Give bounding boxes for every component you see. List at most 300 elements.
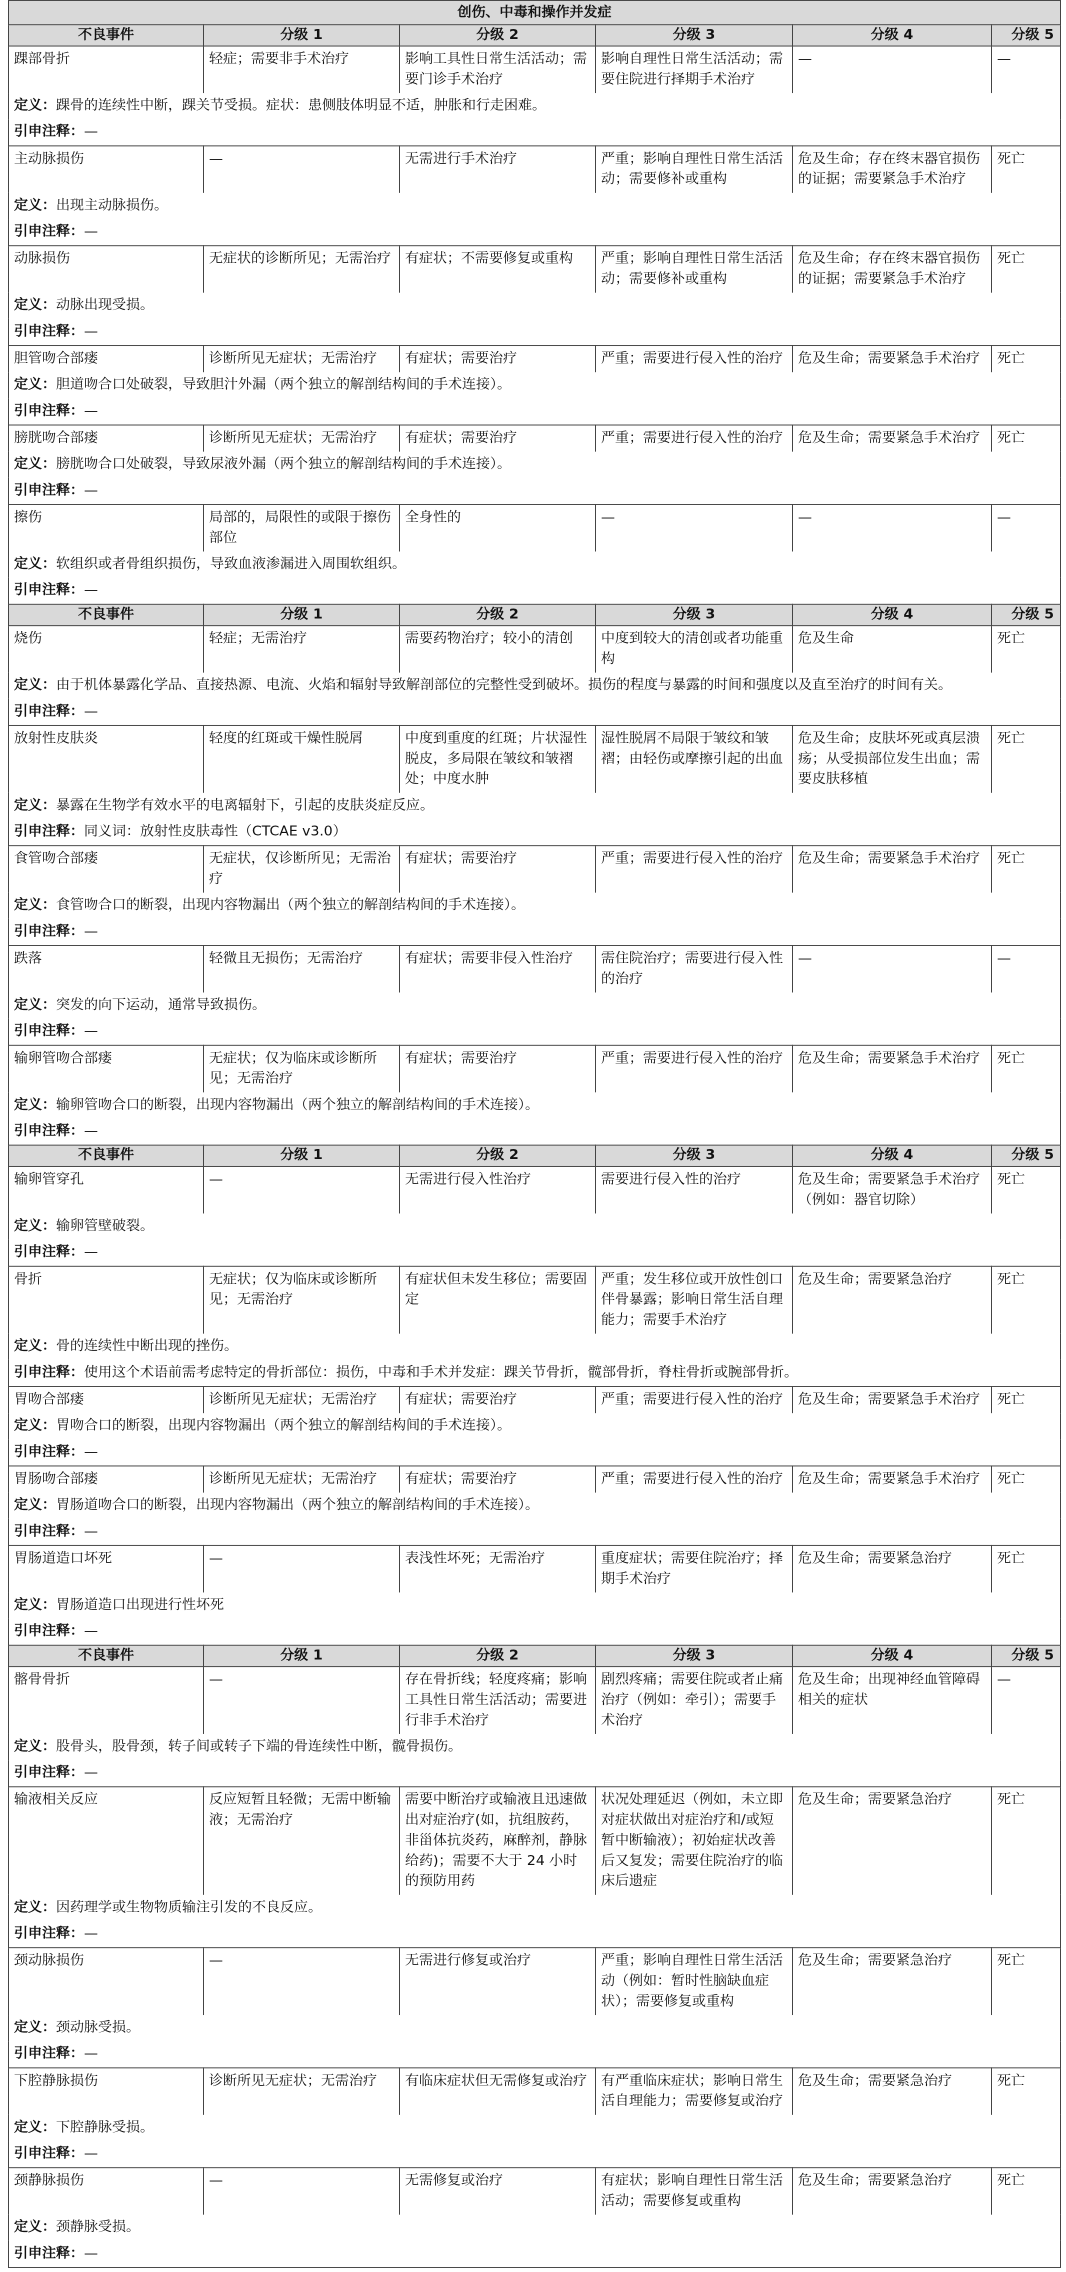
- grade-2-cell: 表浅性坏死；无需治疗: [400, 1545, 596, 1592]
- definition-colon: ：: [42, 1497, 56, 1513]
- grade-3-cell: 严重；影响自理性日常生活活动（例如：暂时性脑缺血症状）；需要修复或重构: [596, 1948, 793, 2015]
- navigational-note-label: 引申注释: [14, 124, 70, 140]
- grade-2-cell: 无需进行手术治疗: [400, 146, 596, 193]
- definition-row: [9, 93, 1061, 119]
- definition-label: 定义: [14, 97, 42, 114]
- grade-1-cell: 无症状的诊断所见；无需治疗: [204, 246, 400, 293]
- grade-1-cell: —: [204, 1545, 400, 1592]
- grade-2-cell: 有症状；需要治疗: [400, 425, 596, 452]
- header-adverse-event: 不良事件: [9, 25, 204, 46]
- definition-label: 定义: [14, 797, 42, 814]
- grade-2-cell: 中度到重度的红斑；片状湿性脱皮，多局限在皱纹和皱褶处；中度水肿: [400, 725, 596, 792]
- grade-2-cell: 有症状但未发生移位；需要固定: [400, 1266, 596, 1333]
- definition-text: 胆道吻合口处破裂，导致胆汁外漏（两个独立的解剖结构间的手术连接）。: [56, 377, 511, 393]
- grade-4-cell: —: [793, 945, 992, 992]
- navigational-note-row: [9, 1619, 1061, 1646]
- navigational-note-row: [9, 1519, 1061, 1546]
- grade-1-cell: —: [204, 2168, 400, 2215]
- navigational-note-text: 使用这个术语前需考虑特定的骨折部位：损伤，中毒和手术并发症：踝关节骨折，髋部骨折，脊柱骨折或腕部骨折。: [84, 1364, 798, 1381]
- navigational-note-cell: [9, 1118, 1061, 1145]
- header-grade-5: 分级 5: [992, 25, 1061, 46]
- navigational-note-cell: [9, 398, 1061, 425]
- header-grade-2: 分级 2: [400, 1645, 596, 1666]
- definition-row: [9, 1895, 1061, 1921]
- definition-row: [9, 992, 1061, 1018]
- definition-text: 暴露在生物学有效水平的电离辐射下，引起的皮肤炎症反应。: [56, 797, 434, 814]
- navigational-note-label: 引申注释: [14, 323, 70, 340]
- navigational-note-cell: [9, 2041, 1061, 2068]
- definition-row: [9, 1413, 1061, 1439]
- event-name-cell: 输液相关反应: [9, 1787, 204, 1895]
- navigational-note-label: 引申注释: [14, 1023, 70, 1040]
- definition-row: [9, 673, 1061, 699]
- definition-text: 软组织或者骨组织损伤，导致血液渗漏进入周围软组织。: [56, 556, 406, 572]
- column-header-row: [9, 604, 1061, 625]
- definition-cell: [9, 293, 1061, 319]
- table-row: [9, 2068, 1061, 2115]
- navigational-note-text: —: [84, 1925, 98, 1942]
- grade-3-cell: 严重；需要进行侵入性的治疗: [596, 1045, 793, 1092]
- navigational-note-label: 引申注释: [14, 1523, 70, 1540]
- grade-1-cell: 诊断所见无症状；无需治疗: [204, 2068, 400, 2115]
- definition-colon: ：: [42, 2219, 56, 2236]
- navigational-note-row: [9, 319, 1061, 346]
- navigational-note-row: [9, 919, 1061, 946]
- navigational-note-text: —: [84, 403, 98, 419]
- navigational-note-label: 引申注释: [14, 2046, 70, 2062]
- definition-colon: ：: [42, 1097, 56, 1113]
- table-row: [9, 346, 1061, 373]
- definition-text: 输卵管壁破裂。: [56, 1218, 154, 1234]
- grade-2-cell: 无需修复或治疗: [400, 2168, 596, 2215]
- grade-4-cell: 危及生命；需要紧急治疗: [793, 1948, 992, 2015]
- navigational-note-cell: [9, 819, 1061, 846]
- grade-2-cell: 有症状；需要治疗: [400, 1386, 596, 1413]
- navigational-note-colon: ：: [70, 1523, 84, 1540]
- navigational-note-cell: [9, 1619, 1061, 1646]
- event-name-cell: 胃吻合部瘘: [9, 1386, 204, 1413]
- navigational-note-text: —: [84, 323, 98, 340]
- definition-text: 骨的连续性中断出现的挫伤。: [56, 1338, 238, 1355]
- event-name-cell: 下腔静脉损伤: [9, 2068, 204, 2115]
- table-row: [9, 146, 1061, 193]
- definition-colon: ：: [42, 197, 56, 214]
- definition-colon: ：: [42, 1338, 56, 1355]
- grade-1-cell: —: [204, 1166, 400, 1213]
- navigational-note-text: 同义词：放射性皮肤毒性（CTCAE v3.0）: [84, 823, 347, 840]
- event-name-cell: 输卵管吻合部瘘: [9, 1045, 204, 1092]
- navigational-note-row: [9, 1360, 1061, 1387]
- definition-cell: [9, 93, 1061, 119]
- grade-3-cell: 严重；发生移位或开放性创口伴骨暴露；影响日常生活自理能力；需要手术治疗: [596, 1266, 793, 1333]
- event-name-cell: 主动脉损伤: [9, 146, 204, 193]
- navigational-note-row: [9, 1439, 1061, 1466]
- header-grade-3: 分级 3: [596, 604, 793, 625]
- navigational-note-cell: [9, 2241, 1061, 2268]
- definition-colon: ：: [42, 1899, 56, 1916]
- table-row: [9, 1266, 1061, 1333]
- definition-colon: ：: [42, 2019, 56, 2036]
- definition-text: 动脉出现受损。: [56, 297, 154, 314]
- navigational-note-label: 引申注释: [14, 1764, 70, 1781]
- definition-text: 膀胱吻合口处破裂，导致尿液外漏（两个独立的解剖结构间的手术连接）。: [56, 456, 511, 473]
- navigational-note-cell: [9, 578, 1061, 605]
- table-row: [9, 1787, 1061, 1895]
- navigational-note-label: 引申注释: [14, 2145, 70, 2162]
- grade-3-cell: 有严重临床症状；影响日常生活自理能力；需要修复或治疗: [596, 2068, 793, 2115]
- grade-1-cell: 轻症；无需治疗: [204, 626, 400, 673]
- grade-3-cell: 需住院治疗；需要进行侵入性的治疗: [596, 945, 793, 992]
- header-grade-5: 分级 5: [992, 604, 1061, 625]
- grade-1-cell: 反应短暂且轻微；无需中断输液；无需治疗: [204, 1787, 400, 1895]
- navigational-note-row: [9, 1118, 1061, 1145]
- navigational-note-row: [9, 119, 1061, 146]
- navigational-note-row: [9, 1760, 1061, 1787]
- definition-row: [9, 1334, 1061, 1360]
- table-title-row: [9, 0, 1061, 24]
- navigational-note-colon: ：: [70, 1364, 84, 1381]
- definition-colon: ：: [42, 1218, 56, 1234]
- definition-row: [9, 1734, 1061, 1760]
- definition-label: 定义: [14, 1338, 42, 1355]
- event-name-cell: 髂骨骨折: [9, 1667, 204, 1734]
- navigational-note-text: —: [84, 1764, 98, 1781]
- definition-row: [9, 372, 1061, 398]
- definition-cell: [9, 193, 1061, 219]
- definition-cell: [9, 793, 1061, 819]
- navigational-note-text: —: [84, 1244, 98, 1260]
- navigational-note-colon: ：: [70, 403, 84, 419]
- definition-colon: ：: [42, 456, 56, 473]
- grade-1-cell: —: [204, 1948, 400, 2015]
- definition-label: 定义: [14, 1218, 42, 1234]
- definition-cell: [9, 1413, 1061, 1439]
- grading-table-page: [8, 0, 1060, 2268]
- navigational-note-row: [9, 2241, 1061, 2268]
- grade-2-cell: 需要中断治疗或输液且迅速做出对症治疗(如，抗组胺药，非甾体抗炎药，麻醉剂，静脉给药)；需要不大于 24 小时的预防用药: [400, 1787, 596, 1895]
- definition-colon: ：: [42, 1738, 56, 1755]
- definition-row: [9, 2215, 1061, 2241]
- navigational-note-text: —: [84, 923, 98, 940]
- definition-label: 定义: [14, 1097, 42, 1113]
- grade-3-cell: 严重；需要进行侵入性的治疗: [596, 1466, 793, 1493]
- navigational-note-cell: [9, 478, 1061, 505]
- definition-label: 定义: [14, 2119, 42, 2136]
- definition-text: 输卵管吻合口的断裂，出现内容物漏出（两个独立的解剖结构间的手术连接）。: [56, 1097, 539, 1113]
- definition-row: [9, 193, 1061, 219]
- grade-3-cell: 中度到较大的清创或者功能重构: [596, 626, 793, 673]
- header-grade-1: 分级 1: [204, 1145, 400, 1166]
- table-row: [9, 246, 1061, 293]
- navigational-note-colon: ：: [70, 2145, 84, 2162]
- grade-5-cell: 死亡: [992, 1948, 1061, 2015]
- header-grade-1: 分级 1: [204, 1645, 400, 1666]
- event-name-cell: 胃肠道造口坏死: [9, 1545, 204, 1592]
- definition-text: 食管吻合口的断裂，出现内容物漏出（两个独立的解剖结构间的手术连接）。: [56, 897, 525, 914]
- table-row: [9, 1545, 1061, 1592]
- definition-label: 定义: [14, 556, 42, 572]
- event-name-cell: 动脉损伤: [9, 246, 204, 293]
- navigational-note-colon: ：: [70, 1444, 84, 1460]
- navigational-note-colon: ：: [70, 482, 84, 499]
- definition-colon: ：: [42, 797, 56, 814]
- navigational-note-cell: [9, 119, 1061, 146]
- header-grade-1: 分级 1: [204, 604, 400, 625]
- header-grade-5: 分级 5: [992, 1145, 1061, 1166]
- adverse-event-grading-table: [8, 0, 1061, 2268]
- grade-4-cell: 危及生命；需要紧急治疗: [793, 2168, 992, 2215]
- definition-cell: [9, 372, 1061, 398]
- grade-4-cell: 危及生命；需要紧急手术治疗: [793, 1466, 992, 1493]
- navigational-note-text: —: [84, 703, 98, 720]
- grade-5-cell: 死亡: [992, 346, 1061, 373]
- grade-2-cell: 有症状；不需要修复或重构: [400, 246, 596, 293]
- header-grade-4: 分级 4: [793, 604, 992, 625]
- grade-3-cell: 影响自理性日常生活活动；需要住院进行择期手术治疗: [596, 46, 793, 93]
- table-row: [9, 1667, 1061, 1734]
- navigational-note-colon: ：: [70, 1925, 84, 1942]
- event-name-cell: 放射性皮肤炎: [9, 725, 204, 792]
- navigational-note-row: [9, 2041, 1061, 2068]
- grade-5-cell: 死亡: [992, 146, 1061, 193]
- definition-row: [9, 1213, 1061, 1239]
- grade-4-cell: 危及生命；出现神经血管障碍相关的症状: [793, 1667, 992, 1734]
- navigational-note-label: 引申注释: [14, 2245, 70, 2262]
- navigational-note-row: [9, 219, 1061, 246]
- grade-4-cell: 危及生命；需要紧急手术治疗: [793, 846, 992, 893]
- navigational-note-cell: [9, 1921, 1061, 1948]
- grade-1-cell: 诊断所见无症状；无需治疗: [204, 1466, 400, 1493]
- grade-4-cell: 危及生命；需要紧急手术治疗: [793, 425, 992, 452]
- definition-row: [9, 793, 1061, 819]
- grade-2-cell: 有症状；需要治疗: [400, 1466, 596, 1493]
- navigational-note-label: 引申注释: [14, 823, 70, 840]
- definition-row: [9, 551, 1061, 577]
- navigational-note-text: —: [84, 1023, 98, 1040]
- definition-label: 定义: [14, 897, 42, 914]
- navigational-note-row: [9, 2141, 1061, 2168]
- definition-row: [9, 1493, 1061, 1519]
- grade-4-cell: 危及生命；需要紧急治疗: [793, 2068, 992, 2115]
- definition-label: 定义: [14, 1899, 42, 1916]
- navigational-note-label: 引申注释: [14, 1244, 70, 1260]
- navigational-note-cell: [9, 699, 1061, 726]
- definition-label: 定义: [14, 2019, 42, 2036]
- navigational-note-text: —: [84, 1623, 98, 1639]
- table-row: [9, 1386, 1061, 1413]
- definition-text: 由于机体暴露化学品、直接热源、电流、火焰和辐射导致解剖部位的完整性受到破坏。损伤的程度与暴露的时间和强度以及直至治疗的时间有关。: [56, 677, 952, 693]
- grade-2-cell: 有症状；需要治疗: [400, 346, 596, 373]
- grade-2-cell: 全身性的: [400, 504, 596, 551]
- grade-4-cell: 危及生命；存在终末器官损伤的证据；需要紧急手术治疗: [793, 246, 992, 293]
- grade-4-cell: 危及生命；需要紧急手术治疗: [793, 346, 992, 373]
- definition-text: 突发的向下运动，通常导致损伤。: [56, 997, 266, 1013]
- definition-cell: [9, 1592, 1061, 1618]
- grade-1-cell: 局部的，局限性的或限于擦伤部位: [204, 504, 400, 551]
- grade-1-cell: 诊断所见无症状；无需治疗: [204, 346, 400, 373]
- navigational-note-label: 引申注释: [14, 1364, 70, 1381]
- grade-5-cell: —: [992, 504, 1061, 551]
- table-row: [9, 2168, 1061, 2215]
- navigational-note-text: —: [84, 582, 98, 599]
- grade-2-cell: 无需进行修复或治疗: [400, 1948, 596, 2015]
- table-row: [9, 46, 1061, 93]
- grade-3-cell: 有症状；影响自理性日常生活活动；需要修复或重构: [596, 2168, 793, 2215]
- grade-1-cell: 诊断所见无症状；无需治疗: [204, 425, 400, 452]
- grade-5-cell: 死亡: [992, 725, 1061, 792]
- navigational-note-text: —: [84, 124, 98, 140]
- grade-5-cell: 死亡: [992, 2068, 1061, 2115]
- event-name-cell: 胆管吻合部瘘: [9, 346, 204, 373]
- event-name-cell: 擦伤: [9, 504, 204, 551]
- definition-colon: ：: [42, 1417, 56, 1434]
- definition-colon: ：: [42, 1597, 56, 1613]
- navigational-note-colon: ：: [70, 703, 84, 720]
- definition-cell: [9, 673, 1061, 699]
- header-grade-4: 分级 4: [793, 1145, 992, 1166]
- grade-4-cell: 危及生命；需要紧急治疗: [793, 1266, 992, 1333]
- definition-row: [9, 2015, 1061, 2041]
- header-grade-4: 分级 4: [793, 1645, 992, 1666]
- grade-3-cell: 严重；需要进行侵入性的治疗: [596, 846, 793, 893]
- event-name-cell: 膀胱吻合部瘘: [9, 425, 204, 452]
- navigational-note-text: —: [84, 1523, 98, 1540]
- header-adverse-event: 不良事件: [9, 604, 204, 625]
- navigational-note-cell: [9, 1360, 1061, 1387]
- grade-2-cell: 有症状；需要治疗: [400, 1045, 596, 1092]
- grade-3-cell: 重度症状；需要住院治疗；择期手术治疗: [596, 1545, 793, 1592]
- navigational-note-colon: ：: [70, 2245, 84, 2262]
- definition-text: 股骨头，股骨颈，转子间或转子下端的骨连续性中断，髋骨损伤。: [56, 1738, 462, 1755]
- table-row: [9, 945, 1061, 992]
- definition-colon: ：: [42, 97, 56, 114]
- event-name-cell: 食管吻合部瘘: [9, 846, 204, 893]
- event-name-cell: 骨折: [9, 1266, 204, 1333]
- navigational-note-label: 引申注释: [14, 1123, 70, 1139]
- column-header-row: [9, 1645, 1061, 1666]
- definition-label: 定义: [14, 997, 42, 1013]
- event-name-cell: 胃肠吻合部瘘: [9, 1466, 204, 1493]
- definition-cell: [9, 1334, 1061, 1360]
- navigational-note-cell: [9, 919, 1061, 946]
- grade-4-cell: 危及生命；存在终末器官损伤的证据；需要紧急手术治疗: [793, 146, 992, 193]
- header-adverse-event: 不良事件: [9, 1145, 204, 1166]
- navigational-note-text: —: [84, 2245, 98, 2262]
- navigational-note-row: [9, 1240, 1061, 1267]
- navigational-note-cell: [9, 1760, 1061, 1787]
- navigational-note-label: 引申注释: [14, 223, 70, 240]
- navigational-note-cell: [9, 1519, 1061, 1546]
- navigational-note-colon: ：: [70, 582, 84, 599]
- grade-5-cell: —: [992, 1667, 1061, 1734]
- definition-cell: [9, 452, 1061, 478]
- table-row: [9, 504, 1061, 551]
- definition-cell: [9, 2015, 1061, 2041]
- navigational-note-colon: ：: [70, 1244, 84, 1260]
- definition-colon: ：: [42, 897, 56, 914]
- definition-cell: [9, 2115, 1061, 2141]
- grade-3-cell: —: [596, 504, 793, 551]
- grade-4-cell: 危及生命: [793, 626, 992, 673]
- definition-row: [9, 293, 1061, 319]
- navigational-note-text: —: [84, 223, 98, 240]
- grade-2-cell: 有症状；需要非侵入性治疗: [400, 945, 596, 992]
- definition-cell: [9, 1092, 1061, 1118]
- grade-5-cell: 死亡: [992, 1045, 1061, 1092]
- definition-text: 胃肠道吻合口的断裂，出现内容物漏出（两个独立的解剖结构间的手术连接）。: [56, 1497, 539, 1513]
- definition-label: 定义: [14, 197, 42, 214]
- definition-text: 踝骨的连续性中断，踝关节受损。症状：患侧肢体明显不适，肿胀和行走困难。: [56, 97, 546, 114]
- definition-cell: [9, 1213, 1061, 1239]
- navigational-note-cell: [9, 1439, 1061, 1466]
- table-row: [9, 846, 1061, 893]
- definition-colon: ：: [42, 556, 56, 572]
- definition-label: 定义: [14, 456, 42, 473]
- event-name-cell: 烧伤: [9, 626, 204, 673]
- grade-5-cell: 死亡: [992, 1166, 1061, 1213]
- grade-1-cell: 诊断所见无症状；无需治疗: [204, 1386, 400, 1413]
- definition-cell: [9, 1493, 1061, 1519]
- grade-5-cell: 死亡: [992, 1787, 1061, 1895]
- navigational-note-row: [9, 398, 1061, 425]
- definition-label: 定义: [14, 1738, 42, 1755]
- grade-5-cell: 死亡: [992, 626, 1061, 673]
- navigational-note-label: 引申注释: [14, 482, 70, 499]
- definition-text: 下腔静脉受损。: [56, 2119, 154, 2136]
- grade-5-cell: 死亡: [992, 1266, 1061, 1333]
- table-row: [9, 1466, 1061, 1493]
- grade-2-cell: 影响工具性日常生活活动；需要门诊手术治疗: [400, 46, 596, 93]
- header-adverse-event: 不良事件: [9, 1645, 204, 1666]
- navigational-note-label: 引申注释: [14, 923, 70, 940]
- definition-cell: [9, 1734, 1061, 1760]
- navigational-note-row: [9, 819, 1061, 846]
- navigational-note-colon: ：: [70, 323, 84, 340]
- table-row: [9, 626, 1061, 673]
- header-grade-3: 分级 3: [596, 1645, 793, 1666]
- navigational-note-row: [9, 1921, 1061, 1948]
- event-name-cell: 颈静脉损伤: [9, 2168, 204, 2215]
- definition-colon: ：: [42, 677, 56, 693]
- grade-2-cell: 需要药物治疗；较小的清创: [400, 626, 596, 673]
- header-grade-4: 分级 4: [793, 25, 992, 46]
- grade-4-cell: —: [793, 46, 992, 93]
- navigational-note-text: —: [84, 2046, 98, 2062]
- table-title: 创伤、中毒和操作并发症: [9, 0, 1061, 24]
- header-grade-2: 分级 2: [400, 604, 596, 625]
- grade-5-cell: —: [992, 945, 1061, 992]
- grade-2-cell: 无需进行侵入性治疗: [400, 1166, 596, 1213]
- navigational-note-label: 引申注释: [14, 703, 70, 720]
- column-header-row: [9, 25, 1061, 46]
- grade-1-cell: 无症状，仅诊断所见；无需治疗: [204, 846, 400, 893]
- grade-3-cell: 需要进行侵入性的治疗: [596, 1166, 793, 1213]
- definition-label: 定义: [14, 1497, 42, 1513]
- navigational-note-colon: ：: [70, 124, 84, 140]
- table-row: [9, 1948, 1061, 2015]
- definition-colon: ：: [42, 997, 56, 1013]
- navigational-note-label: 引申注释: [14, 1623, 70, 1639]
- event-name-cell: 踝部骨折: [9, 46, 204, 93]
- grade-4-cell: 危及生命；需要紧急手术治疗: [793, 1386, 992, 1413]
- event-name-cell: 跌落: [9, 945, 204, 992]
- grade-5-cell: 死亡: [992, 425, 1061, 452]
- definition-row: [9, 1592, 1061, 1618]
- navigational-note-cell: [9, 219, 1061, 246]
- navigational-note-colon: ：: [70, 1123, 84, 1139]
- grade-3-cell: 状况处理延迟（例如，未立即对症状做出对症治疗和/或短暂中断输液）；初始症状改善后又复发；需要住院治疗的临床后遗症: [596, 1787, 793, 1895]
- definition-label: 定义: [14, 1417, 42, 1434]
